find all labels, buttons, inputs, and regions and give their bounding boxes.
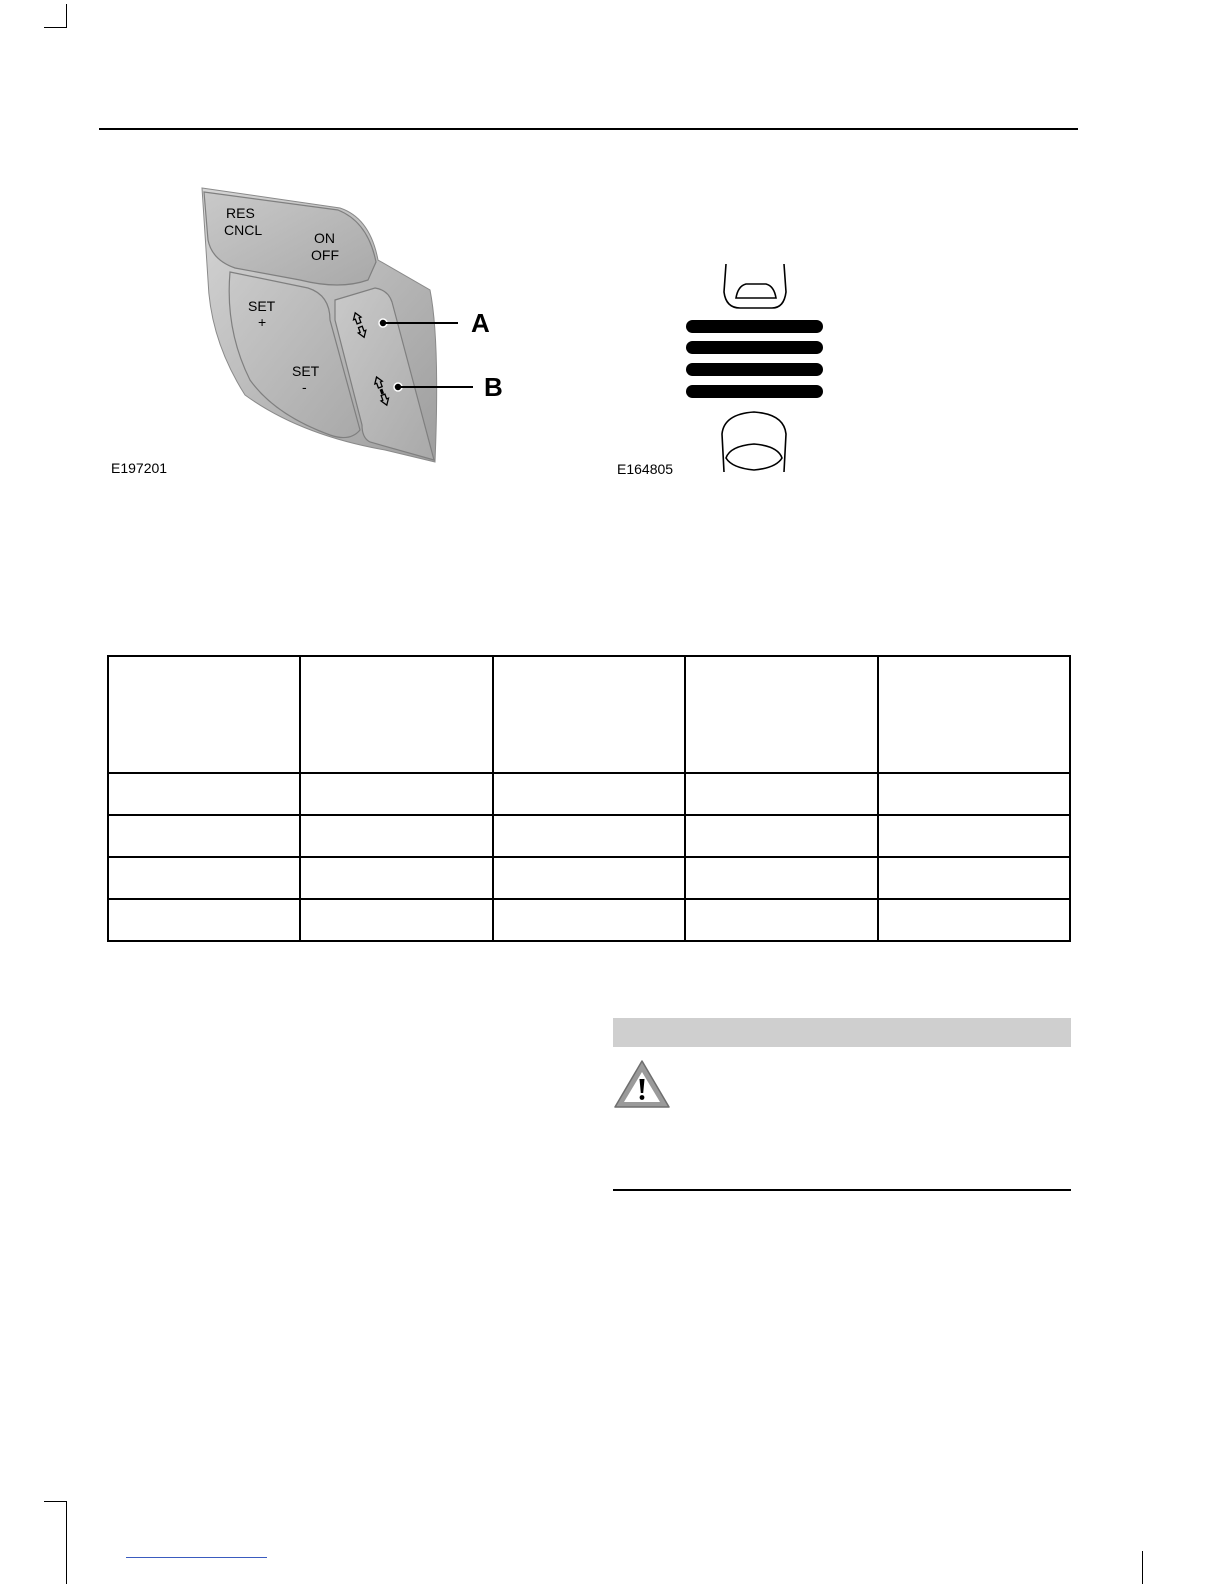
plus-label: + (258, 314, 267, 330)
cruise-control-switch-figure (190, 180, 520, 470)
table-cell (878, 656, 1070, 773)
table-cell (300, 815, 492, 857)
warning-triangle-icon (612, 1058, 672, 1110)
table-cell (108, 899, 300, 941)
table-row (108, 815, 1070, 857)
crop-mark-bottom-left-vertical (66, 1501, 67, 1584)
table-cell (300, 773, 492, 815)
crop-mark-top-left-horizontal (44, 27, 67, 28)
figure-code-right: E164805 (617, 461, 674, 477)
lead-vehicle-icon (724, 264, 786, 308)
table-cell (493, 815, 685, 857)
distance-bar-2 (686, 341, 823, 354)
table-cell (493, 656, 685, 773)
data-table (107, 655, 1071, 942)
table-cell (108, 773, 300, 815)
callout-b: B (484, 372, 503, 402)
table-row (108, 857, 1070, 899)
crop-mark-bottom-right-vertical (1142, 1551, 1143, 1584)
minus-label: - (302, 379, 307, 395)
on-label: ON (314, 230, 335, 246)
table-cell (685, 773, 877, 815)
table-cell (878, 815, 1070, 857)
table-cell (878, 899, 1070, 941)
table-cell (108, 815, 300, 857)
figure-code-left: E197201 (111, 460, 168, 476)
table-header-row (108, 656, 1070, 773)
table-cell (878, 857, 1070, 899)
warning-header-bar (613, 1018, 1071, 1047)
table-cell (685, 899, 877, 941)
table-cell (108, 656, 300, 773)
own-vehicle-icon (722, 412, 786, 472)
cncl-label: CNCL (224, 222, 263, 238)
callout-a: A (471, 308, 490, 338)
table-cell (685, 656, 877, 773)
crop-mark-top-left-vertical (66, 4, 67, 28)
table-cell (493, 899, 685, 941)
crop-mark-bottom-left-horizontal (44, 1501, 67, 1502)
table-cell (493, 857, 685, 899)
table-cell (300, 899, 492, 941)
table-cell (300, 656, 492, 773)
table-row (108, 899, 1070, 941)
res-label: RES (226, 205, 255, 221)
set-minus-label: SET (292, 363, 320, 379)
distance-bar-1 (686, 320, 823, 333)
footer-link-underline[interactable] (126, 1557, 267, 1558)
table-cell (493, 773, 685, 815)
table-cell (108, 857, 300, 899)
table-row (108, 773, 1070, 815)
off-label: OFF (311, 247, 339, 263)
warning-bottom-rule (613, 1189, 1071, 1191)
table-cell (685, 857, 877, 899)
table-cell (300, 857, 492, 899)
set-plus-label: SET (248, 298, 276, 314)
distance-bar-3 (686, 363, 823, 376)
following-distance-figure (680, 262, 830, 477)
table-cell (685, 815, 877, 857)
table-cell (878, 773, 1070, 815)
distance-bar-4 (686, 385, 823, 398)
header-rule (99, 128, 1078, 130)
